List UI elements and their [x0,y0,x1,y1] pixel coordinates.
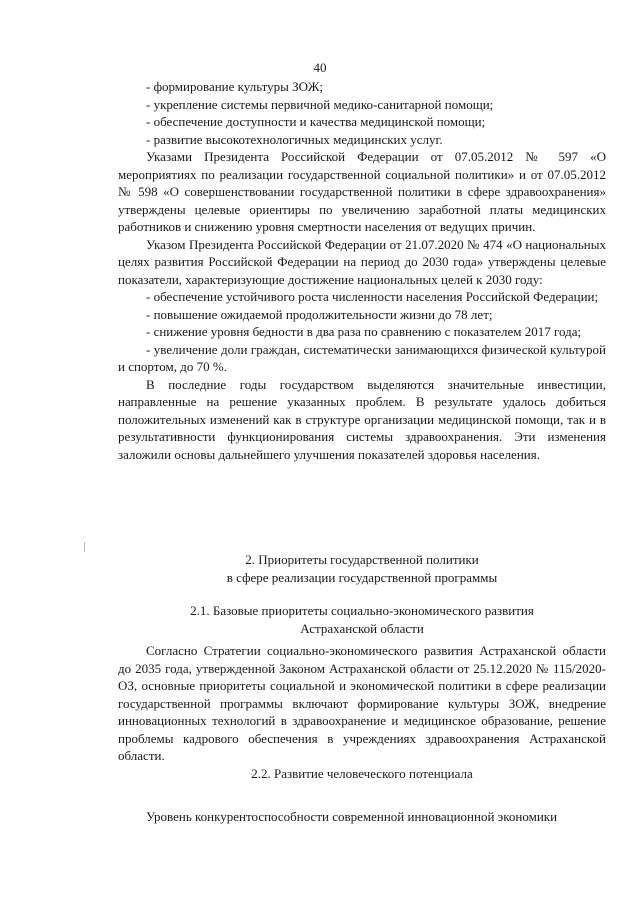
heading-line: 2.1. Базовые приоритеты социально-экономического развития [190,603,534,618]
bullet-item: - укрепление системы первичной медико-санитарной помощи; [146,96,494,112]
goal-item: - увеличение доли граждан, систематически занимающихся физической культурой и спортом, до 70 %. [118,341,606,374]
bullet-item: - формирование культуры ЗОЖ; [146,79,323,94]
paragraph-strategy: Согласно Стратегии социально-экономического развития Астраханской области до 2035 года, утвержденной Законом Астраханской области от 25.12.2020 № 115/2020-ОЗ, основные приоритеты социальной и экономической политики в сфере реализации государственной программы включают формирование культуры ЗОЖ, внедрение инновационных технологий в здравоохранение и медицинское образование, решение проблемы кадрового обеспечения в учреждениях здравоохранения Астраханской области. [118,643,606,763]
heading-line: 2. Приоритеты государственной политики [245,552,479,567]
section-heading-2-1 [118,602,606,637]
bullet-item: - обеспечение доступности и качества медицинской помощи; [146,114,486,129]
section-human-potential [118,808,606,826]
goal-item: - повышение ожидаемой продолжительности жизни до 78 лет; [146,306,493,322]
section-intro [118,78,606,463]
goal-item: - обеспечение устойчивого роста численности населения Российской Федерации; [146,289,599,304]
heading-line: Астраханской области [300,620,424,636]
paragraph-last: Уровень конкурентоспособности современной инновационной экономики [146,809,558,824]
paragraph-decrees: Указами Президента Российской Федерации от 07.05.2012 № 597 «О мероприятиях по реализации государственной социальной политики» и от 07.05.2012 № 598 «О совершенствовании государственной политики в сфере здравоохранения» утверждены целевые ориентиры по увеличению заработной платы медицинских работников и снижению уровня смертности населения от ведущих причин. [118,149,606,234]
section-strategy [118,642,606,765]
paragraph-decree-2020: Указом Президента Российской Федерации от 21.07.2020 № 474 «О национальных целях развития Российской Федерации на период до 2030 года» утверждены целевые показатели, характеризующие достижение национальных целей к 2030 году: [118,236,606,287]
heading-line: в сфере реализации государственной программы [226,569,498,585]
margin-mark [84,542,85,552]
section-heading-2-2 [118,765,606,783]
bullet-item: - развитие высокотехнологичных медицинских услуг. [146,131,443,147]
section-heading-2 [118,551,606,586]
page-number: 40 [313,60,327,75]
goal-item: - снижение уровня бедности в два раза по сравнению с показателем 2017 года; [146,324,582,339]
paragraph-investments: В последние годы государством выделяются значительные инвестиции, направленные на решение указанных проблем. В результате удалось добиться положительных изменений как в структуре организации медицинской помощи, так и в результативности функционирования системы здравоохранения. Эти изменения заложили основы дальнейшего улучшения показателей здоровья населения. [118,376,606,462]
heading-line: 2.2. Развитие человеческого потенциала [251,766,473,781]
